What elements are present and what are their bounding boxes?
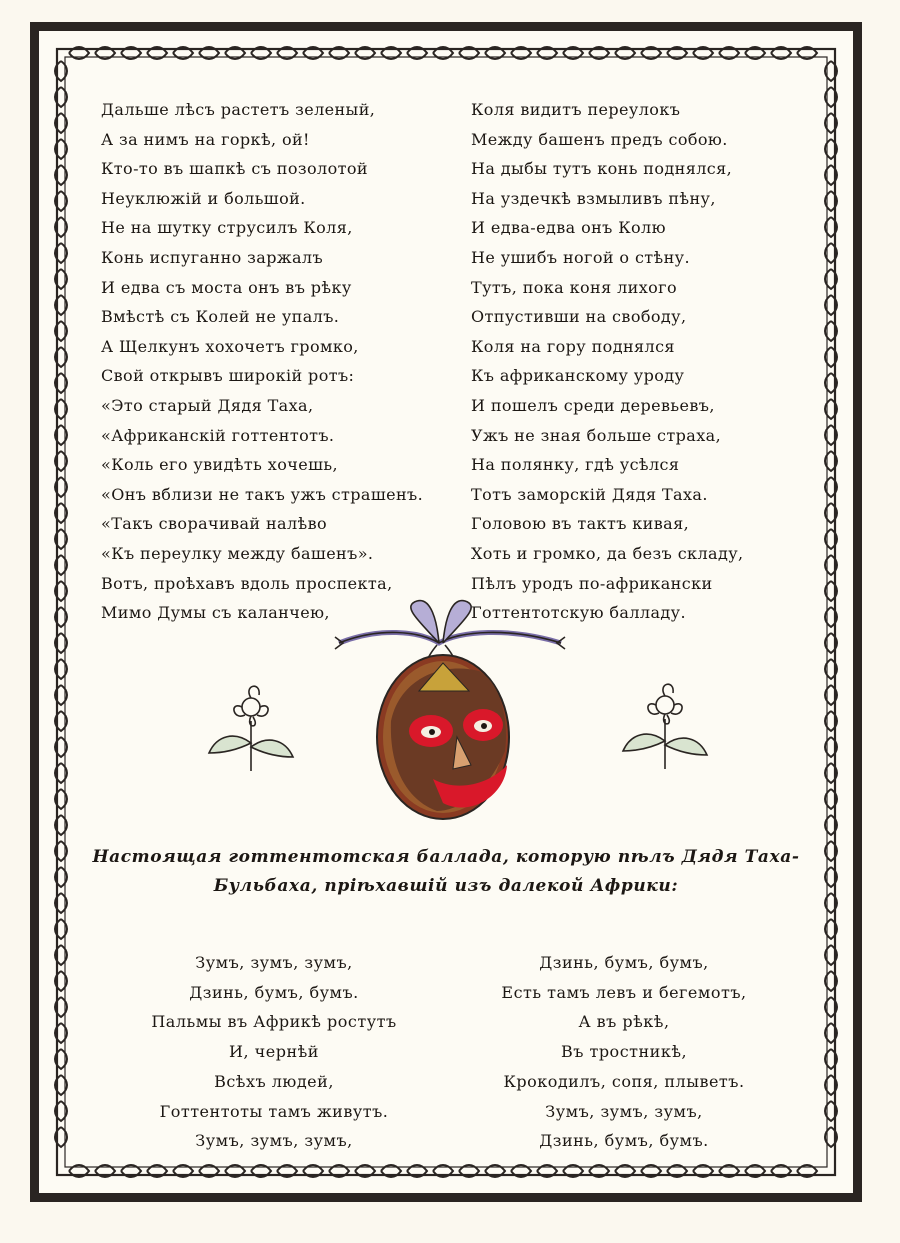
border-loop bbox=[667, 1165, 687, 1177]
border-loop bbox=[355, 1165, 375, 1177]
border-loop bbox=[55, 529, 67, 549]
border-loop bbox=[55, 503, 67, 523]
border-loop bbox=[825, 321, 837, 341]
border-loop bbox=[825, 971, 837, 991]
border-loop bbox=[225, 1165, 245, 1177]
border-loop bbox=[69, 47, 89, 59]
verse-line: Дальше лѣсъ растетъ зеленый, bbox=[101, 100, 376, 119]
verse-line: Тотъ заморскій Дядя Таха. bbox=[471, 484, 708, 504]
border-loop bbox=[641, 1165, 661, 1177]
border-loop bbox=[825, 113, 837, 133]
verse-line: А за нимъ на горкѣ, ой! bbox=[101, 129, 310, 149]
border-loop bbox=[825, 191, 837, 211]
border-loop bbox=[825, 399, 837, 419]
ballad-line: Есть тамъ левъ и бегемотъ, bbox=[501, 982, 747, 1002]
verse-line: Хоть и громко, да безъ складу, bbox=[471, 543, 744, 563]
border-loop bbox=[511, 47, 531, 59]
verse-line: «Это старый Дядя Таха, bbox=[101, 395, 314, 415]
border-loop bbox=[55, 555, 67, 575]
border-loop bbox=[825, 1101, 837, 1121]
verse-line: Вмѣстѣ съ Колей не упалъ. bbox=[101, 307, 340, 327]
border-loop bbox=[537, 47, 557, 59]
ballad-title-line: Настоящая готтентотская баллада, которую пѣлъ Дядя Таха- bbox=[92, 847, 800, 867]
border-loop bbox=[589, 47, 609, 59]
border-loop bbox=[55, 997, 67, 1017]
border-loop bbox=[797, 47, 817, 59]
border-loop bbox=[825, 165, 837, 185]
border-loop bbox=[825, 607, 837, 627]
border-loop bbox=[95, 1165, 115, 1177]
verse-line: На уздечкѣ взмыливъ пѣну, bbox=[471, 188, 716, 208]
border-loop bbox=[745, 47, 765, 59]
verse-line: На дыбы тутъ конь поднялся, bbox=[471, 159, 733, 179]
border-loop bbox=[825, 243, 837, 263]
border-loop bbox=[563, 1165, 583, 1177]
ballad-column-left bbox=[109, 948, 439, 1156]
border-loop bbox=[825, 61, 837, 81]
border-loop bbox=[797, 1165, 817, 1177]
border-loop bbox=[407, 47, 427, 59]
border-loop bbox=[199, 1165, 219, 1177]
border-loop bbox=[825, 451, 837, 471]
verse-line: Отпустивши на свободу, bbox=[471, 307, 687, 327]
verse-line: Кто-то въ шапкѣ съ позолотой bbox=[101, 159, 368, 179]
border-loop bbox=[55, 789, 67, 809]
page-frame bbox=[30, 22, 862, 1202]
border-loop bbox=[55, 425, 67, 445]
border-loop bbox=[55, 217, 67, 237]
verse-line: Ужъ не зная больше страха, bbox=[471, 425, 722, 445]
ballad-line: Дзинь, бумъ, бумъ. bbox=[189, 982, 359, 1002]
border-loop bbox=[511, 1165, 531, 1177]
border-loop bbox=[303, 1165, 323, 1177]
border-loop bbox=[825, 1023, 837, 1043]
border-loop bbox=[277, 1165, 297, 1177]
border-loop bbox=[825, 269, 837, 289]
border-loop bbox=[55, 1127, 67, 1147]
border-loop bbox=[589, 1165, 609, 1177]
verse-line: «Коль его увидѣть хочешь, bbox=[101, 455, 338, 475]
verse-line: Пѣлъ уродъ по-африкански bbox=[471, 573, 713, 593]
verse-line: Конь испуганно заржалъ bbox=[101, 247, 324, 267]
border-loop bbox=[55, 1049, 67, 1069]
border-loop bbox=[121, 1165, 141, 1177]
border-loop bbox=[433, 47, 453, 59]
border-loop bbox=[55, 945, 67, 965]
verse-line: «Такъ сворачивай налѣво bbox=[101, 514, 328, 534]
border-loop bbox=[825, 633, 837, 653]
border-loop bbox=[825, 529, 837, 549]
ballad-line: И, чернѣй bbox=[229, 1042, 319, 1062]
border-loop bbox=[459, 47, 479, 59]
border-loop bbox=[771, 1165, 791, 1177]
ballad-line: Зумъ, зумъ, зумъ, bbox=[195, 1131, 353, 1151]
border-loop bbox=[55, 295, 67, 315]
border-loop bbox=[407, 1165, 427, 1177]
border-loop bbox=[225, 47, 245, 59]
verse-line: Головою въ тактъ кивая, bbox=[471, 514, 690, 534]
border-loop bbox=[55, 399, 67, 419]
verse-line: Къ африканскому уроду bbox=[471, 366, 685, 386]
border-loop bbox=[55, 971, 67, 991]
border-loop bbox=[825, 711, 837, 731]
border-loop bbox=[825, 763, 837, 783]
border-loop bbox=[825, 945, 837, 965]
border-loop bbox=[55, 581, 67, 601]
border-loop bbox=[55, 685, 67, 705]
border-loop bbox=[147, 1165, 167, 1177]
border-loop bbox=[381, 1165, 401, 1177]
verse-line: И едва съ моста онъ въ рѣку bbox=[101, 277, 352, 297]
verse-line: Коля на гору поднялся bbox=[471, 336, 675, 356]
ballad-title bbox=[39, 843, 853, 901]
verse-line: Не на шутку струсилъ Коля, bbox=[101, 218, 353, 238]
border-loop bbox=[693, 47, 713, 59]
border-loop bbox=[537, 1165, 557, 1177]
verse-line: Тутъ, пока коня лихого bbox=[471, 277, 677, 297]
ballad-line: Готтентоты тамъ живутъ. bbox=[159, 1101, 389, 1121]
border-loop bbox=[55, 763, 67, 783]
border-loop bbox=[641, 47, 661, 59]
border-loop bbox=[55, 113, 67, 133]
border-loop bbox=[825, 685, 837, 705]
border-loop bbox=[825, 737, 837, 757]
verse-line: Неуклюжій и большой. bbox=[101, 188, 306, 208]
border-loop bbox=[693, 1165, 713, 1177]
border-loop bbox=[485, 1165, 505, 1177]
ballad-title-line: Бульбаха, пріѣхавшій изъ далекой Африки: bbox=[213, 876, 679, 896]
border-loop bbox=[55, 61, 67, 81]
verse-line: Готтентотскую балладу. bbox=[471, 603, 686, 623]
verse-line: «Къ переулку между башенъ». bbox=[101, 543, 374, 563]
border-loop bbox=[55, 477, 67, 497]
flower-ornament-right bbox=[623, 684, 707, 769]
border-loop bbox=[825, 503, 837, 523]
border-loop bbox=[121, 47, 141, 59]
border-loop bbox=[95, 47, 115, 59]
verse-line: И пошелъ среди деревьевъ, bbox=[471, 395, 715, 415]
border-loop bbox=[55, 1075, 67, 1095]
border-loop bbox=[563, 47, 583, 59]
border-loop bbox=[825, 217, 837, 237]
border-loop bbox=[55, 659, 67, 679]
ballad-line: Зумъ, зумъ, зумъ, bbox=[545, 1101, 703, 1121]
ballad-column-right bbox=[459, 948, 789, 1156]
border-loop bbox=[55, 87, 67, 107]
verse-line: Вотъ, проѣхавъ вдоль проспекта, bbox=[101, 573, 393, 593]
border-loop bbox=[55, 919, 67, 939]
border-loop bbox=[147, 47, 167, 59]
border-loop bbox=[329, 47, 349, 59]
verse-line: На полянку, гдѣ усѣлся bbox=[471, 455, 680, 475]
border-loop bbox=[745, 1165, 765, 1177]
border-loop bbox=[825, 1049, 837, 1069]
verse-line: Свой открывъ широкій ротъ: bbox=[101, 366, 355, 386]
border-loop bbox=[825, 997, 837, 1017]
ballad-line: Всѣхъ людей, bbox=[214, 1071, 334, 1091]
verse-line: Коля видитъ переулокъ bbox=[471, 100, 681, 119]
border-loop bbox=[825, 919, 837, 939]
border-loop bbox=[825, 555, 837, 575]
border-loop bbox=[55, 1101, 67, 1121]
border-loop bbox=[825, 815, 837, 835]
verse-column-right bbox=[471, 95, 744, 628]
border-loop bbox=[825, 139, 837, 159]
mask-medallion bbox=[377, 655, 509, 819]
ballad-line: Въ тростникѣ, bbox=[560, 1042, 688, 1062]
verse-line: Между башенъ предъ собою. bbox=[471, 129, 728, 149]
border-loop bbox=[825, 87, 837, 107]
border-loop bbox=[825, 477, 837, 497]
border-loop bbox=[55, 139, 67, 159]
border-loop bbox=[825, 295, 837, 315]
border-loop bbox=[55, 373, 67, 393]
verse-line: Не ушибъ ногой о стѣну. bbox=[471, 247, 690, 267]
border-loop bbox=[381, 47, 401, 59]
border-loop bbox=[825, 425, 837, 445]
verse-line: И едва-едва онъ Колю bbox=[471, 218, 666, 238]
ballad-line: Дзинь, бумъ, бумъ. bbox=[539, 1131, 709, 1151]
border-loop bbox=[251, 47, 271, 59]
border-loop bbox=[825, 789, 837, 809]
border-loop bbox=[55, 243, 67, 263]
border-loop bbox=[55, 633, 67, 653]
border-loop bbox=[55, 451, 67, 471]
ballad-line: Дзинь, бумъ, бумъ, bbox=[539, 953, 709, 972]
border-loop bbox=[55, 165, 67, 185]
border-loop bbox=[615, 47, 635, 59]
border-loop bbox=[825, 1127, 837, 1147]
verse-column-left bbox=[101, 95, 423, 628]
border-loop bbox=[825, 659, 837, 679]
border-loop bbox=[55, 1023, 67, 1043]
border-loop bbox=[173, 47, 193, 59]
border-loop bbox=[69, 1165, 89, 1177]
border-loop bbox=[825, 1075, 837, 1095]
border-loop bbox=[55, 711, 67, 731]
verse-line: «Онъ вблизи не такъ ужъ страшенъ. bbox=[101, 484, 424, 504]
border-loop bbox=[485, 47, 505, 59]
border-loop bbox=[667, 47, 687, 59]
border-loop bbox=[825, 373, 837, 393]
border-loop bbox=[719, 1165, 739, 1177]
border-loop bbox=[771, 47, 791, 59]
border-loop bbox=[825, 347, 837, 367]
border-loop bbox=[277, 47, 297, 59]
border-loop bbox=[251, 1165, 271, 1177]
flower-ornament-left bbox=[209, 686, 293, 771]
border-loop bbox=[55, 321, 67, 341]
border-loop bbox=[55, 347, 67, 367]
ballad-line: Пальмы въ Африкѣ ростутъ bbox=[151, 1012, 397, 1032]
border-loop bbox=[55, 815, 67, 835]
border-loop bbox=[615, 1165, 635, 1177]
verse-line: «Африканскій готтентотъ. bbox=[101, 425, 335, 445]
border-loop bbox=[55, 269, 67, 289]
verse-line: Мимо Думы съ каланчею, bbox=[101, 603, 330, 623]
border-loop bbox=[825, 581, 837, 601]
border-loop bbox=[303, 47, 323, 59]
ballad-line: Крокодилъ, сопя, плыветъ. bbox=[503, 1071, 745, 1091]
border-loop bbox=[355, 47, 375, 59]
border-loop bbox=[433, 1165, 453, 1177]
border-loop bbox=[719, 47, 739, 59]
border-loop bbox=[329, 1165, 349, 1177]
border-loop bbox=[55, 191, 67, 211]
ballad-line: А въ рѣкѣ, bbox=[578, 1012, 670, 1032]
verse-line: А Щелкунъ хохочетъ громко, bbox=[101, 336, 359, 356]
ballad-line: Зумъ, зумъ, зумъ, bbox=[195, 953, 353, 972]
border-loop bbox=[55, 607, 67, 627]
border-loop bbox=[55, 737, 67, 757]
border-loop bbox=[199, 47, 219, 59]
border-loop bbox=[173, 1165, 193, 1177]
border-loop bbox=[459, 1165, 479, 1177]
